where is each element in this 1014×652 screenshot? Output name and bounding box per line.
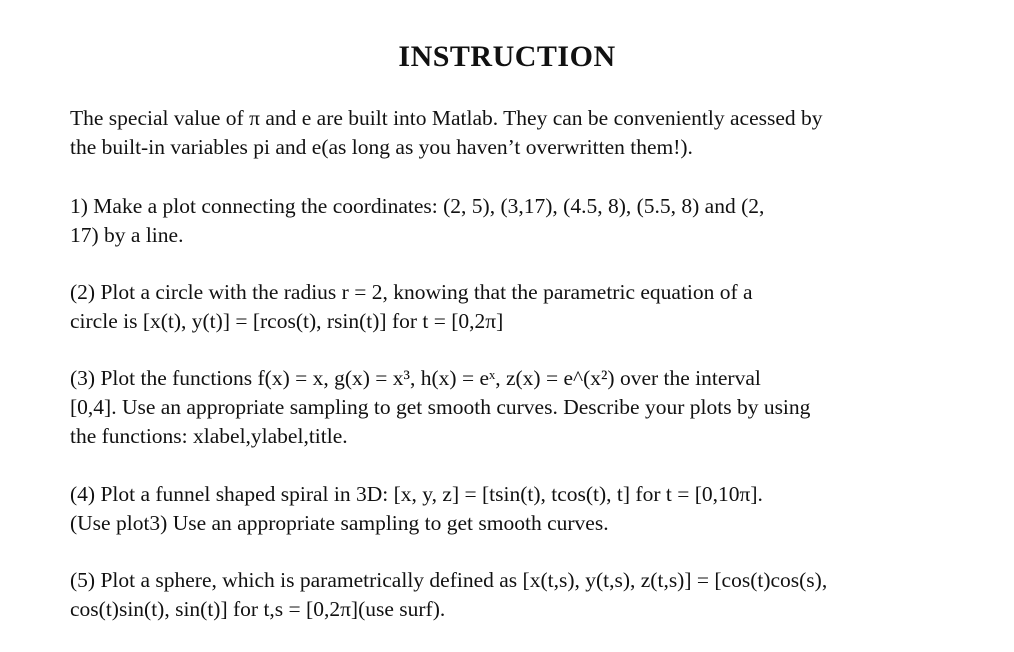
task-4-line-2: (Use plot3) Use an appropriate sampling to get smooth curves. (70, 511, 609, 535)
task-2-paragraph (70, 278, 960, 336)
task-4-line-1: (4) Plot a funnel shaped spiral in 3D: [x, y, z] = [tsin(t), tcos(t), t] for t = [0,10π]. (70, 482, 763, 506)
task-5-line-2: cos(t)sin(t), sin(t)] for t,s = [0,2π](use surf). (70, 597, 446, 621)
task-3-line-1: (3) Plot the functions f(x) = x, g(x) = x³, h(x) = eˣ, z(x) = e^(x²) over the interval (70, 366, 761, 390)
task-3-line-3: the functions: xlabel,ylabel,title. (70, 424, 348, 448)
task-3-line-2: [0,4]. Use an appropriate sampling to get smooth curves. Describe your plots by using (70, 395, 811, 419)
task-1-paragraph (70, 192, 960, 250)
intro-line-1: The special value of π and e are built into Matlab. They can be conveniently acessed by (70, 106, 823, 130)
task-3-paragraph (70, 364, 960, 451)
task-2-line-2: circle is [x(t), y(t)] = [rcos(t), rsin(t)] for t = [0,2π] (70, 309, 504, 333)
intro-paragraph (70, 104, 960, 162)
task-2-line-1: (2) Plot a circle with the radius r = 2, knowing that the parametric equation of a (70, 280, 753, 304)
task-4-paragraph (70, 480, 960, 538)
task-5-line-1: (5) Plot a sphere, which is parametrically defined as [x(t,s), y(t,s), z(t,s)] = [cos(t)cos(s), (70, 568, 828, 592)
task-5-paragraph (70, 566, 960, 624)
intro-line-2: the built-in variables pi and e(as long as you haven’t overwritten them!). (70, 135, 693, 159)
task-1-line-2: 17) by a line. (70, 223, 184, 247)
document-title: INSTRUCTION (398, 40, 616, 73)
task-1-line-1: 1) Make a plot connecting the coordinates: (2, 5), (3,17), (4.5, 8), (5.5, 8) and (2, (70, 194, 765, 218)
